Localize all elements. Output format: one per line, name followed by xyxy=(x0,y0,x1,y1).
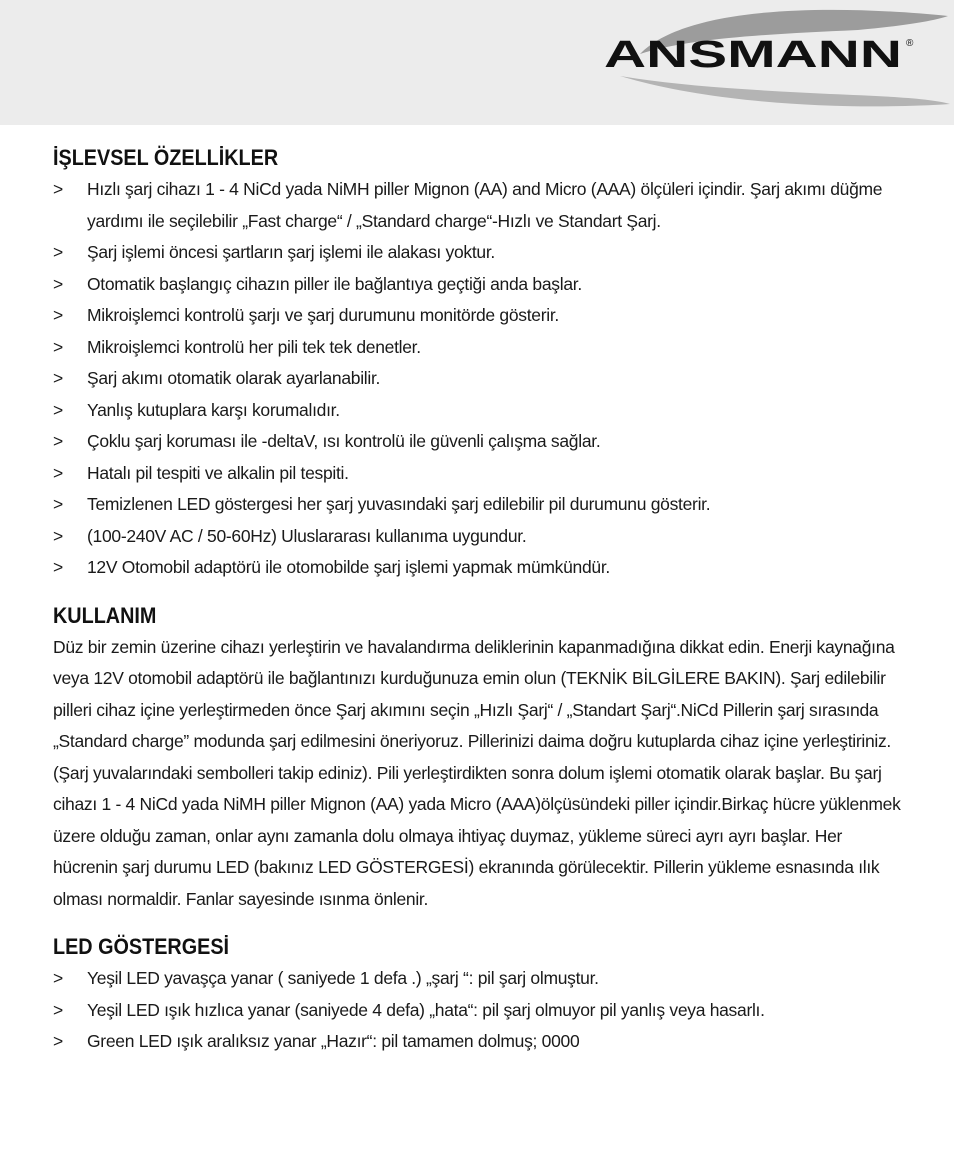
list-item xyxy=(53,237,903,269)
registered-mark: ® xyxy=(906,38,914,49)
list-item-text: Mikroişlemci kontrolü şarjı ve şarj durumunu monitörde gösterir. xyxy=(87,305,559,325)
bullet-marker: > xyxy=(53,336,63,357)
bullet-marker: > xyxy=(53,525,63,546)
usage-heading: KULLANIM xyxy=(53,602,157,628)
ansmann-logo xyxy=(600,8,954,120)
bullet-marker: > xyxy=(53,1031,63,1051)
list-item-text: Hızlı şarj cihazı 1 - 4 NiCd yada NiMH piller Mignon (AA) and Micro (AAA) ölçüleri içindir. Şarj akımı düğme yardımı ile seçilebilir „Fast charge“ / „Standard charge“-Hızlı ve Standart Şarj. xyxy=(87,179,883,231)
bullet-marker: > xyxy=(53,494,63,514)
list-item xyxy=(53,174,903,237)
bullet-marker: > xyxy=(53,273,63,294)
list-item-text: Hatalı pil tespiti ve alkalin pil tespiti. xyxy=(87,462,349,483)
features-heading: İŞLEVSEL ÖZELLİKLER xyxy=(53,145,279,170)
list-item-text: Yanlış kutuplara karşı korumalıdır. xyxy=(87,399,340,420)
list-item-text: Çoklu şarj koruması ile -deltaV, ısı kontrolü ile güvenli çalışma sağlar. xyxy=(87,431,601,451)
bullet-marker: > xyxy=(53,968,63,988)
list-item xyxy=(53,426,903,458)
led-list xyxy=(53,963,903,1058)
page-header xyxy=(0,0,954,125)
list-item-text: Green LED ışık aralıksız yanar „Hazır“: pil tamamen dolmuş; 0000 xyxy=(87,1031,580,1051)
list-item xyxy=(53,363,903,395)
list-item xyxy=(53,300,903,332)
list-item-text: Mikroişlemci kontrolü her pili tek tek denetler. xyxy=(87,336,421,357)
usage-paragraph: Düz bir zemin üzerine cihazı yerleştirin ve havalandırma deliklerinin kapanmadığına dikkat edin. Enerji kaynağına veya 12V otomobil adaptörü ile bağlantınızı kurduğunuza emin olun (TEKNİK BİLGİLERE BAKIN). Şarj edilebilir pilleri cihaz içine yerleştirmeden önce Şarj akımını seçin „Hızlı Şarj“ / „Standart Şarj“.NiCd Pillerin şarj sırasında „Standard charge” modunda şarj edilmesini öneriyoruz. Pillerinizi daima doğru kutuplarda cihaz içine yerleştiriniz.(Şarj yuvalarındaki sembolleri takip ediniz). Pili yerleştirdikten sonra dolum işlemi otomatik olarak başlar. Bu şarj cihazı 1 - 4 NiCd yada NiMH piller Mignon (AA) yada Micro (AAA)ölçüsündeki piller içindir.Birkaç hücre yüklenmek üzere olduğu zaman, onlar aynı zamanla dolu olmaya ihtiyaç duymaz, yükleme süreci ayrı ayrı başlar. Her hücrenin şarj durumu LED (bakınız LED GÖSTERGESİ) ekranında görülecektir. Pillerin yükleme esnasında ılık olması normaldir. Fanlar sayesinde ısınma önlenir. xyxy=(53,636,901,909)
list-item xyxy=(53,395,903,427)
bullet-marker: > xyxy=(53,462,63,483)
list-item-text: Otomatik başlangıç cihazın piller ile bağlantıya geçtiği anda başlar. xyxy=(87,273,582,294)
bullet-marker: > xyxy=(53,557,63,577)
led-heading: LED GÖSTERGESİ xyxy=(53,934,230,959)
usage-section xyxy=(53,600,903,916)
features-list xyxy=(53,174,903,584)
bullet-marker: > xyxy=(53,242,63,262)
features-section xyxy=(53,142,903,584)
list-item xyxy=(53,552,903,584)
led-section xyxy=(53,931,903,1058)
list-item xyxy=(53,963,903,995)
bullet-marker: > xyxy=(53,179,63,199)
bullet-marker: > xyxy=(53,431,63,451)
list-item-text: Şarj akımı otomatik olarak ayarlanabilir. xyxy=(87,368,381,388)
list-item xyxy=(53,489,903,521)
logo-swoosh-icon xyxy=(600,8,954,120)
list-item xyxy=(53,995,903,1027)
list-item xyxy=(53,332,903,364)
logo-text: ANSMANN xyxy=(604,34,902,76)
list-item xyxy=(53,521,903,553)
list-item xyxy=(53,269,903,301)
list-item xyxy=(53,1026,903,1058)
bullet-marker: > xyxy=(53,399,63,420)
bullet-marker: > xyxy=(53,999,63,1020)
list-item xyxy=(53,458,903,490)
bullet-marker: > xyxy=(53,368,63,388)
list-item-text: (100-240V AC / 50-60Hz) Uluslararası kullanıma uygundur. xyxy=(87,525,527,546)
list-item-text: Şarj işlemi öncesi şartların şarj işlemi ile alakası yoktur. xyxy=(87,242,495,262)
bullet-marker: > xyxy=(53,305,63,325)
list-item-text: Temizlenen LED göstergesi her şarj yuvasındaki şarj edilebilir pil durumunu gösterir. xyxy=(87,494,711,514)
list-item-text: 12V Otomobil adaptörü ile otomobilde şarj işlemi yapmak mümkündür. xyxy=(87,557,610,577)
list-item-text: Yeşil LED yavaşça yanar ( saniyede 1 defa .) „şarj “: pil şarj olmuştur. xyxy=(87,968,599,988)
document-body xyxy=(53,142,903,1074)
list-item-text: Yeşil LED ışık hızlıca yanar (saniyede 4 defa) „hata“: pil şarj olmuyor pil yanlış veya hasarlı. xyxy=(87,999,765,1020)
